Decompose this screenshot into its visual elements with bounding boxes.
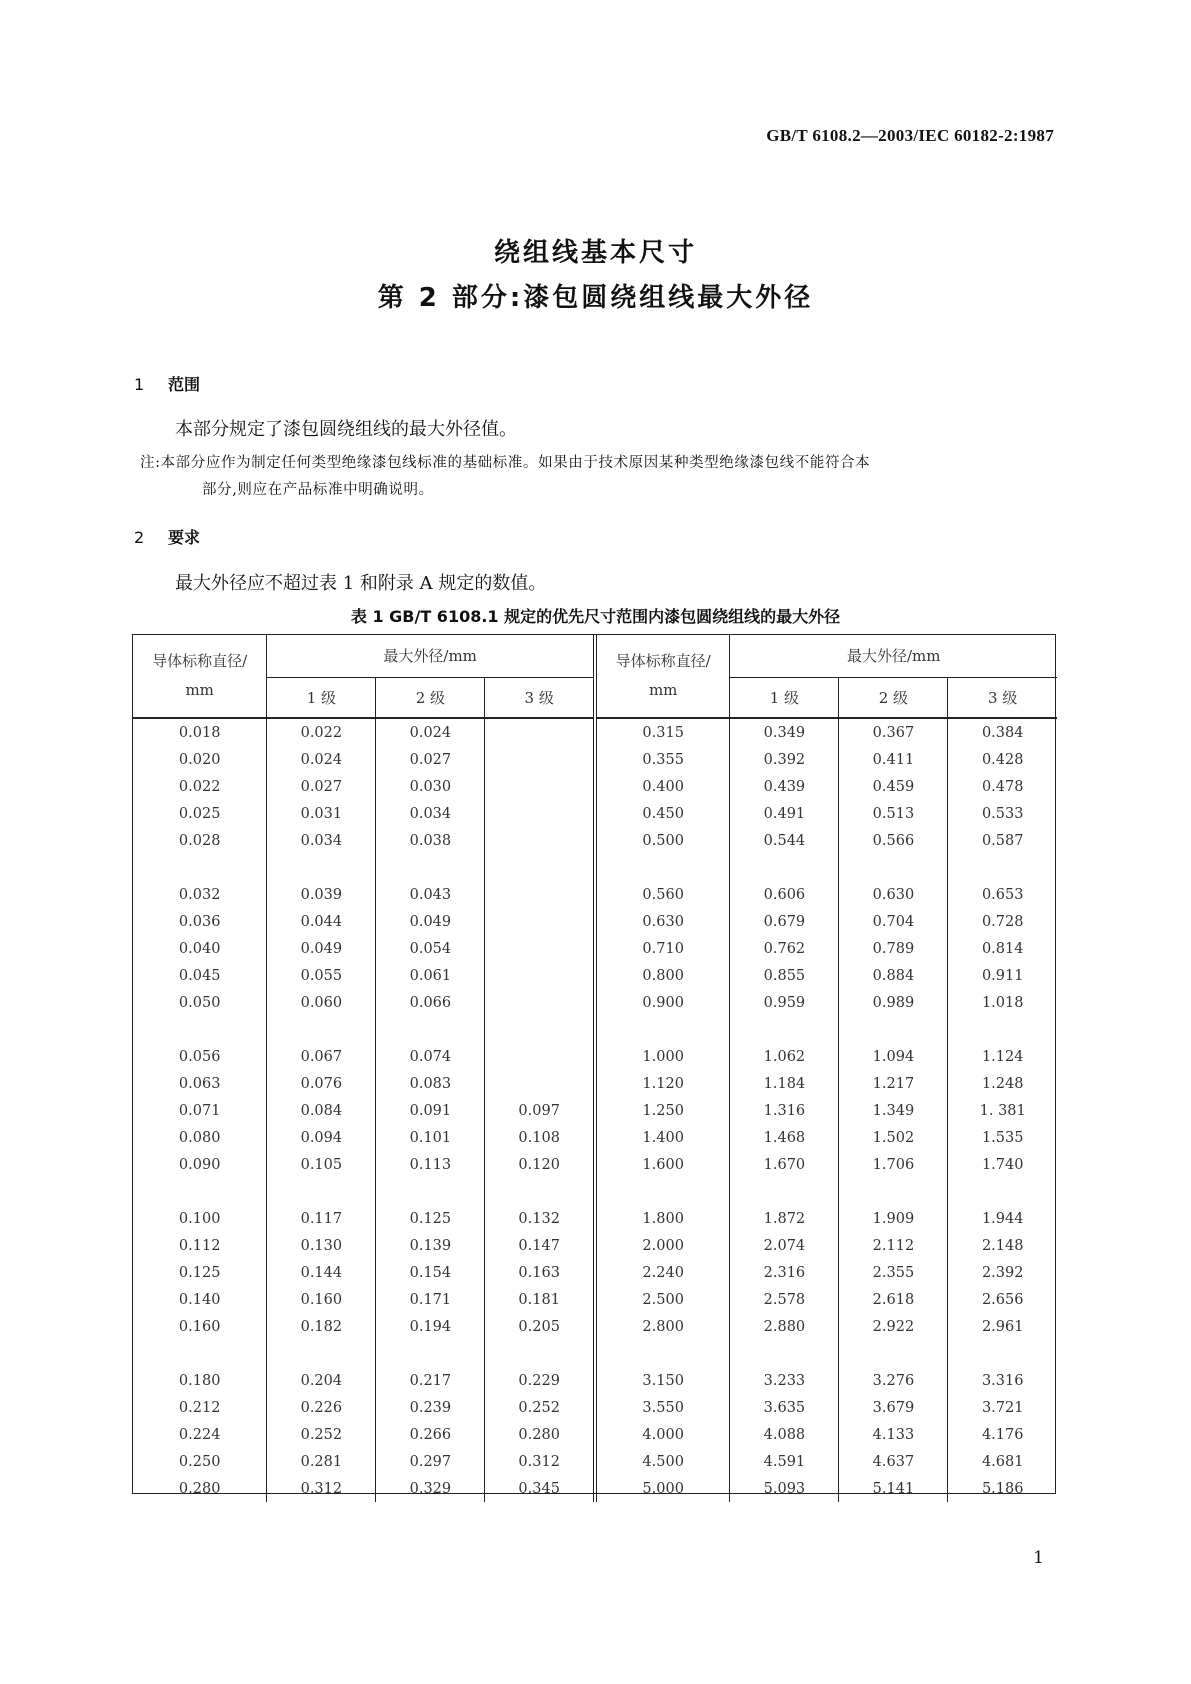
table-row [133,1286,1057,1313]
table-cell: 1.018 [948,989,1057,1016]
table-cell: 0.989 [839,989,948,1016]
table-row [133,962,1057,989]
table-row [133,1097,1057,1124]
table-cell: 0.212 [178,1399,221,1416]
table-cell: 0.043 [376,854,485,908]
table-cell: 0.049 [267,935,376,962]
table-cell: 0.022 [178,778,221,795]
table-cell: 2.112 [839,1232,948,1259]
table-cell: 0.280 [178,1480,221,1497]
table-cell: 0.566 [839,827,948,854]
table-cell: 0.025 [178,805,221,822]
table-cell: 0.054 [376,935,485,962]
table-cell: 3.679 [839,1394,948,1421]
table-cell: 3.635 [730,1394,839,1421]
table-cell: 0.034 [267,827,376,854]
table-row [133,935,1057,962]
table-cell: 0.120 [485,1151,595,1178]
table-cell: 0.160 [178,1318,221,1335]
table-row [133,1178,1057,1232]
table-cell: 0.884 [839,962,948,989]
table-cell: 1.217 [839,1070,948,1097]
table-cell: 0.060 [267,989,376,1016]
table-cell: 1.600 [595,1151,730,1178]
table-cell: 0.728 [948,908,1057,935]
note-line-2: 部分,则应在产品标准中明确说明。 [202,482,434,498]
table-cell: 2.074 [730,1232,839,1259]
table-cell: 0.959 [730,989,839,1016]
table-row [133,1340,1057,1394]
table-row [133,1421,1057,1448]
table-cell: 0.020 [178,751,221,768]
table-row [133,908,1057,935]
table-cell: 1. 381 [948,1097,1057,1124]
table-cell: 0.266 [376,1421,485,1448]
table-cell: 1.062 [730,1016,839,1070]
table-cell: 0.679 [730,908,839,935]
document-title: 绕组线基本尺寸 [493,238,697,268]
table-cell: 0.056 [178,1048,221,1065]
table-cell: 0.171 [376,1286,485,1313]
scope-note [140,450,1056,504]
header-grade-1: 1 级 [267,677,376,718]
table-cell: 0.027 [267,773,376,800]
table-cell: 4.133 [839,1421,948,1448]
table-row [133,1259,1057,1286]
table-cell: 0.139 [376,1232,485,1259]
header-grade-2: 2 级 [839,677,948,718]
table-cell: 1.706 [839,1151,948,1178]
table-cell: 2.618 [839,1286,948,1313]
table-cell: 0.071 [178,1102,221,1119]
table-cell: 0.911 [948,962,1057,989]
table-cell: 0.194 [376,1313,485,1340]
table-cell: 0.297 [376,1448,485,1475]
table-cell: 0.094 [267,1124,376,1151]
table-cell: 0.091 [376,1097,485,1124]
table-cell: 0.076 [267,1070,376,1097]
table-cell: 0.630 [839,854,948,908]
table-cell: 2.240 [595,1259,730,1286]
table-cell [485,854,595,908]
table-cell: 0.036 [178,913,221,930]
table-cell [485,800,595,827]
table-cell: 0.704 [839,908,948,935]
table-cell: 0.606 [730,854,839,908]
table-cell [485,989,595,1016]
table-cell: 2.500 [595,1286,730,1313]
table-cell: 0.814 [948,935,1057,962]
table-cell: 0.312 [485,1448,595,1475]
table-cell: 0.050 [178,994,221,1011]
table-cell: 2.880 [730,1313,839,1340]
table-cell: 0.125 [178,1264,221,1281]
table-cell [485,1016,595,1070]
table-cell: 0.130 [267,1232,376,1259]
table-cell: 0.100 [178,1210,221,1227]
table-cell: 0.281 [267,1448,376,1475]
table-cell: 0.544 [730,827,839,854]
header-grade-1: 1 级 [730,677,839,718]
table-cell: 4.591 [730,1448,839,1475]
table-cell: 0.855 [730,962,839,989]
table-cell: 0.533 [948,800,1057,827]
table-cell: 0.355 [595,746,730,773]
table-cell: 0.181 [485,1286,595,1313]
table-cell: 0.428 [948,746,1057,773]
table-cell: 1.349 [839,1097,948,1124]
table-row [133,1151,1057,1178]
table-cell: 0.252 [267,1421,376,1448]
table-cell: 0.154 [376,1259,485,1286]
table-cell: 0.030 [376,773,485,800]
table-cell: 0.108 [485,1124,595,1151]
table-cell: 1.124 [948,1016,1057,1070]
table-row [133,854,1057,908]
table-cell [485,773,595,800]
table-cell: 0.180 [178,1372,221,1389]
table-cell: 0.312 [267,1475,376,1502]
table-cell: 0.044 [267,908,376,935]
table-cell: 0.224 [178,1426,221,1443]
table-cell: 0.066 [376,989,485,1016]
table-cell: 0.024 [267,746,376,773]
table-cell: 4.637 [839,1448,948,1475]
header-nominal-diameter: 导体标称直径/ [595,635,730,677]
table-cell: 1.400 [595,1124,730,1151]
table-cell: 0.090 [178,1156,221,1173]
table-cell: 1.502 [839,1124,948,1151]
table-cell: 0.039 [267,854,376,908]
table-cell: 0.439 [730,773,839,800]
table-cell: 0.252 [485,1394,595,1421]
table-cell: 0.250 [178,1453,221,1470]
table-cell: 0.587 [948,827,1057,854]
table-cell: 1.248 [948,1070,1057,1097]
table-cell: 0.478 [948,773,1057,800]
table-cell [485,935,595,962]
header-unit: mm [133,677,267,718]
table-cell: 0.450 [595,800,730,827]
table-cell: 0.226 [267,1394,376,1421]
table-cell: 3.721 [948,1394,1057,1421]
section-number: 2 [134,528,145,547]
table-cell: 0.147 [485,1232,595,1259]
section-2-text: 最大外径应不超过表 1 和附录 A 规定的数值。 [175,573,547,594]
table-cell: 0.101 [376,1124,485,1151]
header-grade-3: 3 级 [948,677,1057,718]
table-cell: 0.400 [595,773,730,800]
note-line-1: 注:本部分应作为制定任何类型绝缘漆包线标准的基础标准。如果由于技术原因某种类型绝缘漆包线不能符合本 [140,455,871,471]
table-row [133,989,1057,1016]
table-row [133,1124,1057,1151]
table-cell: 2.392 [948,1259,1057,1286]
table-cell: 4.500 [595,1448,730,1475]
table-row [133,1232,1057,1259]
table-cell: 3.276 [839,1340,948,1394]
table-cell: 0.710 [595,935,730,962]
table-row [133,1016,1057,1070]
table-cell: 0.055 [267,962,376,989]
table-cell: 0.513 [839,800,948,827]
table-cell: 1.120 [595,1070,730,1097]
table-cell: 0.789 [839,935,948,962]
table-cell: 0.117 [267,1178,376,1232]
table-cell: 0.097 [485,1097,595,1124]
table-cell: 3.550 [595,1394,730,1421]
table-cell: 4.088 [730,1421,839,1448]
table-cell: 0.132 [485,1178,595,1232]
table-cell: 5.093 [730,1475,839,1502]
table-cell [485,718,595,746]
table-cell [485,908,595,935]
table-row [133,1313,1057,1340]
table-cell: 0.229 [485,1340,595,1394]
table-cell: 0.084 [267,1097,376,1124]
table-cell: 1.468 [730,1124,839,1151]
table-cell: 2.316 [730,1259,839,1286]
table-row [133,1448,1057,1475]
table-cell: 0.217 [376,1340,485,1394]
table-cell: 0.800 [595,962,730,989]
table-cell: 0.205 [485,1313,595,1340]
table-cell: 0.459 [839,773,948,800]
table-row [133,773,1057,800]
table-cell: 0.560 [595,854,730,908]
table-cell: 1.000 [595,1016,730,1070]
table-cell: 4.176 [948,1421,1057,1448]
table-cell: 0.063 [178,1075,221,1092]
table-cell: 2.578 [730,1286,839,1313]
table-cell: 4.000 [595,1421,730,1448]
table-cell: 0.500 [595,827,730,854]
table-cell: 2.922 [839,1313,948,1340]
table-cell: 1.740 [948,1151,1057,1178]
table-cell: 0.315 [595,718,730,746]
table-cell: 0.113 [376,1151,485,1178]
table-cell: 1.800 [595,1178,730,1232]
table-cell [485,962,595,989]
table-cell: 0.034 [376,800,485,827]
table-cell: 1.094 [839,1016,948,1070]
table-cell: 0.061 [376,962,485,989]
table-cell: 1.909 [839,1178,948,1232]
table-cell: 1.872 [730,1178,839,1232]
table-cell: 2.148 [948,1232,1057,1259]
table-cell: 0.125 [376,1178,485,1232]
section-title: 要求 [168,528,201,547]
table-cell [485,1070,595,1097]
table-cell: 0.040 [178,940,221,957]
table-cell: 0.027 [376,746,485,773]
header-grade-2: 2 级 [376,677,485,718]
table-cell: 0.083 [376,1070,485,1097]
table-cell: 0.038 [376,827,485,854]
table-cell: 0.105 [267,1151,376,1178]
header-nominal-diameter: 导体标称直径/ [152,652,248,670]
table-cell: 5.141 [839,1475,948,1502]
table-row [133,1475,1057,1502]
section-2-heading [134,525,200,548]
table-cell: 0.653 [948,854,1057,908]
table-cell: 0.018 [178,724,221,741]
table-cell: 0.163 [485,1259,595,1286]
table-cell: 0.182 [267,1313,376,1340]
document-subtitle: 第 2 部分:漆包圆绕组线最大外径 [377,283,814,313]
table-cell: 0.022 [267,718,376,746]
table-cell: 0.384 [948,718,1057,746]
table-cell: 0.239 [376,1394,485,1421]
table-cell: 5.186 [948,1475,1057,1502]
table-cell: 0.144 [267,1259,376,1286]
table-cell: 0.032 [178,886,221,903]
table-row [133,718,1057,746]
table-caption: 表 1 GB/T 6108.1 规定的优先尺寸范围内漆包圆绕组线的最大外径 [350,607,841,626]
table-cell: 1.184 [730,1070,839,1097]
table-cell [485,827,595,854]
table-cell: 3.233 [730,1340,839,1394]
table-cell: 4.681 [948,1448,1057,1475]
header-unit: mm [595,677,730,718]
table-cell: 0.160 [267,1286,376,1313]
table-cell: 0.392 [730,746,839,773]
table-cell: 0.349 [730,718,839,746]
table-row [133,1070,1057,1097]
table-cell: 1.250 [595,1097,730,1124]
table-cell: 0.329 [376,1475,485,1502]
table-cell: 0.345 [485,1475,595,1502]
section-title: 范围 [168,375,201,394]
table-cell: 2.656 [948,1286,1057,1313]
section-1-heading [134,372,200,395]
table-cell: 5.000 [595,1475,730,1502]
section-1-text: 本部分规定了漆包圆绕组线的最大外径值。 [175,419,517,440]
table-cell: 0.630 [595,908,730,935]
table-cell: 1.535 [948,1124,1057,1151]
table-cell [485,746,595,773]
section-number: 1 [134,375,145,394]
table-row [133,800,1057,827]
table-cell: 2.961 [948,1313,1057,1340]
header-grade-3: 3 级 [485,677,595,718]
header-max-diameter: 最大外径/mm [730,635,1057,677]
table-cell: 3.150 [595,1340,730,1394]
table-cell: 1.670 [730,1151,839,1178]
table-cell: 0.491 [730,800,839,827]
table-cell: 0.280 [485,1421,595,1448]
table-cell: 0.067 [267,1016,376,1070]
table-cell: 2.355 [839,1259,948,1286]
table-row [133,1394,1057,1421]
table-cell: 0.028 [178,832,221,849]
table-cell: 0.367 [839,718,948,746]
table-cell: 1.316 [730,1097,839,1124]
header-max-diameter: 最大外径/mm [267,635,595,677]
table-cell: 0.024 [376,718,485,746]
page-number: 1 [1033,1548,1044,1568]
table-cell: 0.045 [178,967,221,984]
table-cell: 0.049 [376,908,485,935]
table-cell: 0.031 [267,800,376,827]
standard-code: GB/T 6108.2—2003/IEC 60182-2:1987 [766,126,1054,145]
table-cell: 0.074 [376,1016,485,1070]
table-cell: 2.000 [595,1232,730,1259]
table-cell: 0.411 [839,746,948,773]
table-cell: 0.080 [178,1129,221,1146]
table-cell: 0.112 [178,1237,221,1254]
table-row [133,746,1057,773]
table-cell: 1.944 [948,1178,1057,1232]
table-cell: 3.316 [948,1340,1057,1394]
table-row [133,827,1057,854]
table-cell: 0.204 [267,1340,376,1394]
table-cell: 2.800 [595,1313,730,1340]
table-cell: 0.762 [730,935,839,962]
diameter-table [133,635,1057,1502]
table-cell: 0.140 [178,1291,221,1308]
table-cell: 0.900 [595,989,730,1016]
